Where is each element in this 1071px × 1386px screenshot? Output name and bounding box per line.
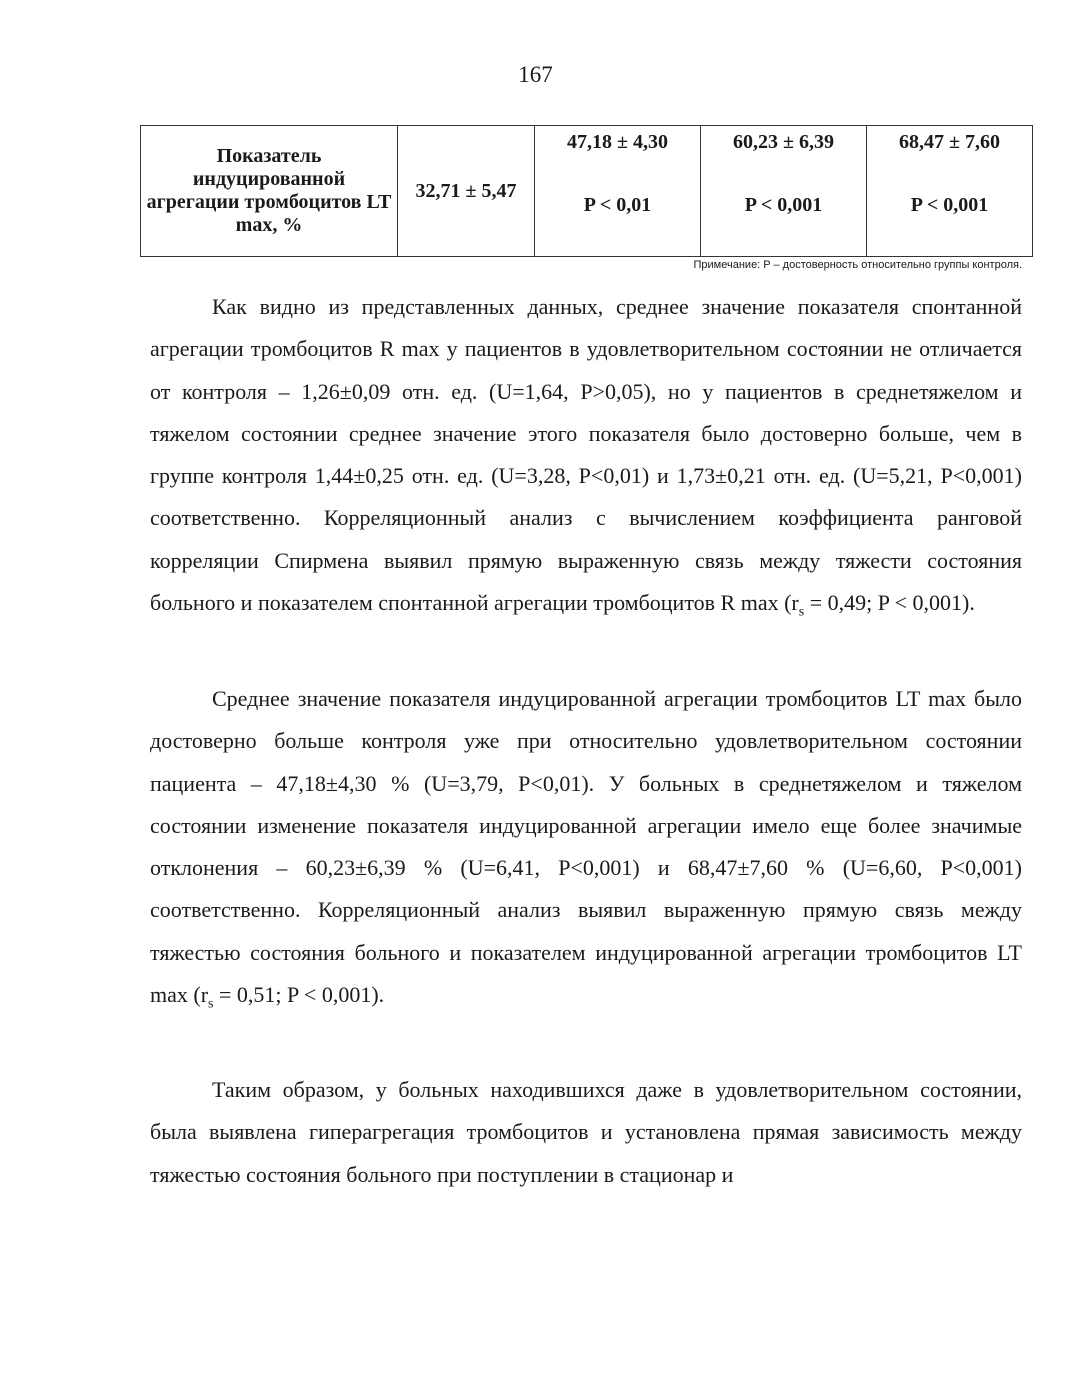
group-cell-1	[535, 126, 701, 257]
aggregation-table	[140, 125, 1033, 257]
paragraph-text-end: = 0,51; P < 0,001).	[213, 982, 385, 1008]
group-p-value: P < 0,01	[583, 194, 652, 216]
subscript: s	[208, 996, 214, 1012]
group-mean: 60,23 ± 6,39	[733, 131, 834, 153]
paragraph-text-end: = 0,49; P < 0,001).	[804, 590, 975, 616]
control-value-cell: 32,71 ± 5,47	[398, 126, 535, 257]
table-note: Примечание: P – достоверность относительно группы контроля.	[693, 259, 1022, 271]
table-row	[141, 126, 1033, 257]
group-p-value: P < 0,001	[910, 194, 989, 216]
paragraph-2	[150, 678, 1022, 1026]
group-mean: 47,18 ± 4,30	[567, 131, 668, 153]
paragraph-text: Среднее значение показателя индуцированной агрегации тромбоцитов LT max было достоверно больше контроля уже при относительно удовлетворительном состоянии пациента – 47,18±4,30 % (U=3,79, P<0,01). У больных в среднетяжелом и тяжелом состоянии изменение показателя индуцированной агрегации имело еще более значимые отклонения – 60,23±6,39 % (U=6,41, P<0,001) и 68,47±7,60 % (U=6,60, P<0,001) соответственно. Корреляционный анализ выявил выраженную прямую связь между тяжестью состояния больного и показателем индуцированной агрегации тромбоцитов LT max (r	[150, 686, 1022, 1008]
paragraph-text: Как видно из представленных данных, среднее значение показателя спонтанной агрегации тромбоцитов R max у пациентов в удовлетворительном состоянии не отличается от контроля – 1,26±0,09 отн. ед. (U=1,64, P>0,05), но у пациентов в среднетяжелом и тяжелом состоянии среднее значение этого показателя было достоверно больше, чем в группе контроля 1,44±0,25 отн. ед. (U=3,28, P<0,01) и 1,73±0,21 отн. ед. (U=5,21, P<0,001) соответственно. Корреляционный анализ с вычислением коэффициента ранговой корреляции Спирмена выявил прямую выраженную связь между тяжести состояния больного и показателем спонтанной агрегации тромбоцитов R max (r	[150, 294, 1022, 616]
subscript: s	[798, 604, 805, 620]
indicator-label-cell: Показатель индуцированной агрегации тромбоцитов LT max, %	[141, 126, 398, 257]
group-mean: 68,47 ± 7,60	[899, 131, 1000, 153]
page-number: 167	[518, 62, 553, 87]
paragraph-1	[150, 286, 1022, 634]
group-p-value: P < 0,001	[744, 194, 823, 216]
group-cell-2	[701, 126, 867, 257]
group-cell-3	[867, 126, 1033, 257]
paragraph-3: Таким образом, у больных находившихся даже в удовлетворительном состоянии, была выявлена гиперагрегация тромбоцитов и установлена прямая зависимость между тяжестью состояния больного при поступлении в стационар и	[150, 1077, 1022, 1187]
